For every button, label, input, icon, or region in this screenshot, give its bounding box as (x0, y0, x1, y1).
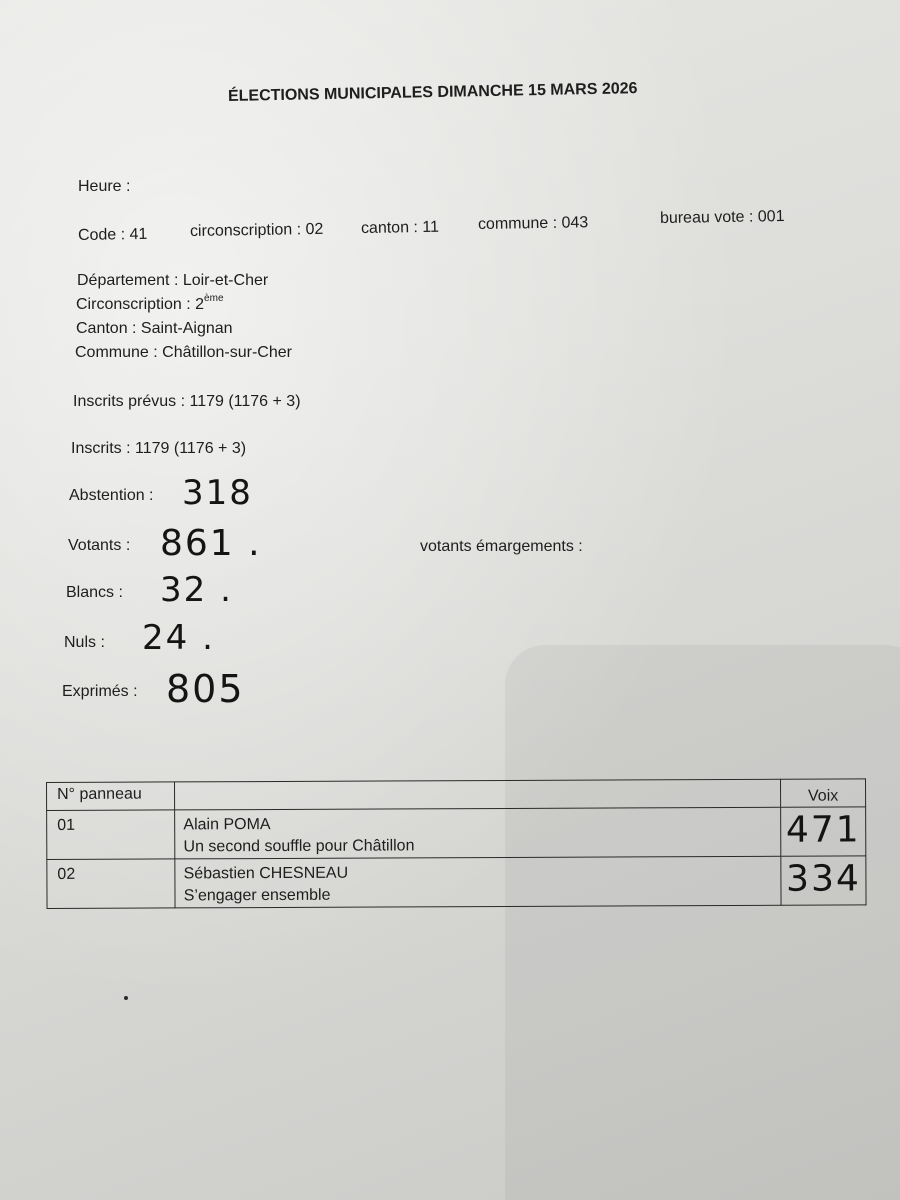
votants-value: 861 . (160, 523, 262, 564)
canton-field: Canton : Saint-Aignan (76, 320, 233, 337)
bureau-vote-field: bureau vote : 001 (659, 208, 785, 227)
circonscription-field: Circonscription : 2ème (76, 293, 224, 313)
table-row (47, 807, 866, 860)
exprimes-value: 805 (166, 667, 245, 711)
commune-field: Commune : Châtillon-sur-Cher (75, 344, 292, 361)
departement-field: Département : Loir-et-Cher (77, 272, 269, 289)
table-header-row (47, 779, 866, 811)
commune-code-field: commune : 043 (477, 214, 589, 233)
abstention-value: 318 (182, 473, 253, 513)
canton-code-field: canton : 11 (360, 218, 440, 237)
row-panneau: 01 (47, 810, 175, 860)
candidate-name: Sébastien CHESNEAU (183, 864, 349, 883)
row-voix: 471 (781, 807, 866, 856)
abstention-label: Abstention : (69, 487, 154, 504)
row-voix: 334 (781, 856, 866, 905)
candidate-list: Un second souffle pour Châtillon (183, 837, 415, 856)
candidate-name: Alain POMA (183, 816, 271, 834)
heure-label: Heure : (78, 178, 131, 195)
row-panneau: 02 (47, 859, 175, 909)
row-candidate (175, 856, 781, 908)
exprimes-label: Exprimés : (62, 683, 138, 700)
shadow-area (505, 645, 900, 1200)
inscrits-prevus-field: Inscrits prévus : 1179 (1176 + 3) (73, 393, 301, 410)
nuls-label: Nuls : (64, 634, 105, 651)
circonscription-code-field: circonscription : 02 (189, 220, 324, 240)
inscrits-field: Inscrits : 1179 (1176 + 3) (71, 440, 247, 457)
blancs-value: 32 . (160, 570, 233, 610)
header-panneau: N° panneau (47, 782, 175, 811)
votants-emargements-label: votants émargements : (420, 538, 583, 555)
results-table (46, 778, 867, 909)
ink-dot (124, 996, 128, 1000)
votants-label: Votants : (68, 537, 131, 554)
header-voix: Voix (781, 779, 866, 807)
nuls-value: 24 . (142, 618, 215, 658)
header-candidat (175, 779, 781, 810)
candidate-list: S’engager ensemble (183, 886, 331, 905)
page-title: ÉLECTIONS MUNICIPALES DIMANCHE 15 MARS 2026 (227, 80, 638, 105)
code-field: Code : 41 (77, 225, 148, 244)
blancs-label: Blancs : (66, 584, 123, 601)
table-row (47, 856, 866, 909)
row-candidate (175, 807, 781, 859)
